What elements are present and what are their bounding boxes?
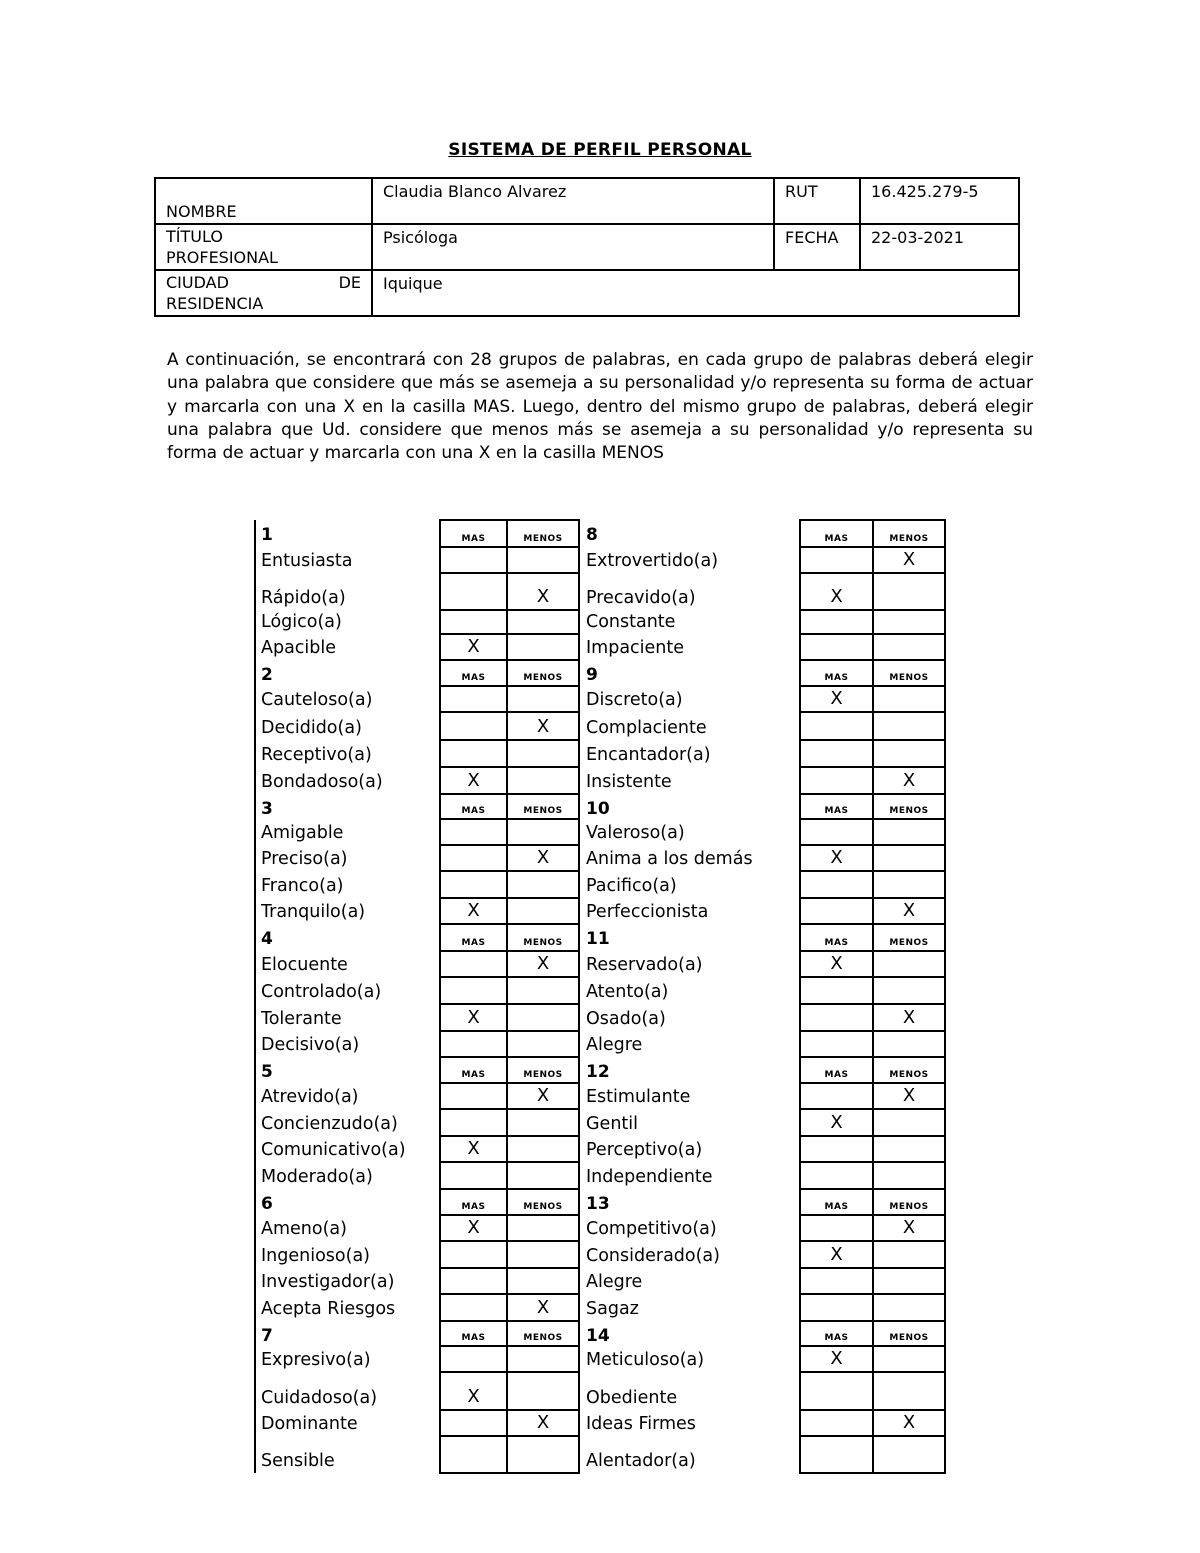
word-label: Perceptivo(a) <box>586 1140 703 1160</box>
mas-header: MAS <box>824 1070 849 1080</box>
mas-header: MAS <box>461 673 486 683</box>
table-border <box>439 1345 580 1347</box>
word-label: Extrovertido(a) <box>586 551 719 571</box>
group-number: 4 <box>261 929 273 949</box>
menos-checkbox[interactable]: X <box>536 716 550 737</box>
mas-checkbox[interactable]: X <box>830 847 843 868</box>
word-label: Franco(a) <box>261 876 344 896</box>
word-label: Alentador(a) <box>586 1451 696 1471</box>
table-border <box>439 1003 580 1005</box>
word-label: Moderado(a) <box>261 1167 373 1187</box>
mas-checkbox[interactable]: X <box>467 1217 480 1238</box>
word-label: Pacifico(a) <box>586 876 677 896</box>
nombre-label: NOMBRE <box>155 178 372 224</box>
word-label: Receptivo(a) <box>261 745 372 765</box>
mas-checkbox[interactable]: X <box>467 770 480 791</box>
table-border <box>439 659 580 661</box>
group-number: 3 <box>261 799 273 819</box>
table-border <box>799 546 946 548</box>
ciudad-label-line1: CIUDAD <box>166 273 229 292</box>
menos-header: MENOS <box>889 534 929 544</box>
group-number: 13 <box>586 1194 610 1214</box>
menos-checkbox[interactable]: X <box>536 847 550 868</box>
table-border <box>799 818 946 820</box>
word-label: Expresivo(a) <box>261 1350 371 1370</box>
group-number: 6 <box>261 1194 273 1214</box>
table-border <box>439 793 580 795</box>
word-label: Encantador(a) <box>586 745 711 765</box>
personal-info-table <box>154 177 1020 317</box>
word-label: Alegre <box>586 1272 643 1292</box>
word-label: Estimulante <box>586 1087 691 1107</box>
word-label: Comunicativo(a) <box>261 1140 406 1160</box>
mas-header: MAS <box>461 1070 486 1080</box>
menos-header: MENOS <box>523 806 563 816</box>
table-border <box>799 1188 946 1190</box>
table-border <box>799 685 946 687</box>
mas-checkbox[interactable]: X <box>467 900 480 921</box>
table-border <box>439 1056 580 1058</box>
mas-checkbox[interactable]: X <box>830 1244 843 1265</box>
menos-checkbox[interactable]: X <box>902 770 916 791</box>
table-border <box>799 1056 946 1058</box>
page-title: SISTEMA DE PERFIL PERSONAL <box>448 140 752 160</box>
word-label: Independiente <box>586 1167 713 1187</box>
word-label: Investigador(a) <box>261 1272 395 1292</box>
word-label: Elocuente <box>261 955 348 975</box>
table-border <box>439 572 580 574</box>
menos-header: MENOS <box>889 938 929 948</box>
word-label: Reservado(a) <box>586 955 703 975</box>
fecha-label: FECHA <box>774 224 860 270</box>
word-label: Entusiasta <box>261 551 353 571</box>
table-border <box>799 923 946 925</box>
table-border <box>799 950 946 952</box>
menos-header: MENOS <box>889 673 929 683</box>
word-label: Competitivo(a) <box>586 1219 717 1239</box>
table-border <box>439 923 580 925</box>
word-label: Valeroso(a) <box>586 823 685 843</box>
table-border <box>578 519 580 1474</box>
table-border <box>439 711 580 713</box>
word-label: Ingenioso(a) <box>261 1246 370 1266</box>
table-border <box>799 1409 946 1411</box>
table-border <box>799 519 946 521</box>
table-border <box>439 870 580 872</box>
table-border <box>439 1214 580 1216</box>
mas-header: MAS <box>461 938 486 948</box>
mas-checkbox[interactable]: X <box>467 636 480 657</box>
table-border <box>439 844 580 846</box>
word-label: Discreto(a) <box>586 690 683 710</box>
nombre-value: Claudia Blanco Alvarez <box>372 178 774 224</box>
menos-header: MENOS <box>889 1202 929 1212</box>
menos-header: MENOS <box>889 1070 929 1080</box>
table-border <box>506 519 508 1474</box>
table-border <box>799 1003 946 1005</box>
mas-header: MAS <box>461 806 486 816</box>
table-border <box>799 1345 946 1347</box>
mas-checkbox[interactable]: X <box>830 688 843 709</box>
table-border <box>439 609 580 611</box>
group-number: 1 <box>261 525 273 545</box>
table-border <box>799 897 946 899</box>
word-label: Concienzudo(a) <box>261 1114 398 1134</box>
menos-header: MENOS <box>523 1070 563 1080</box>
table-border <box>439 519 441 1474</box>
table-border <box>799 1030 946 1032</box>
mas-checkbox[interactable]: X <box>830 1112 843 1133</box>
table-border <box>799 609 946 611</box>
table-border <box>799 633 946 635</box>
rut-label: RUT <box>774 178 860 224</box>
menos-header: MENOS <box>889 1333 929 1343</box>
menos-checkbox[interactable]: X <box>536 586 550 607</box>
table-border <box>439 1082 580 1084</box>
group-number: 7 <box>261 1326 273 1346</box>
mas-header: MAS <box>461 534 486 544</box>
table-border <box>439 818 580 820</box>
table-border <box>944 519 946 1474</box>
menos-checkbox[interactable]: X <box>536 1297 550 1318</box>
table-border <box>799 766 946 768</box>
word-label: Perfeccionista <box>586 902 709 922</box>
word-label: Sensible <box>261 1451 335 1471</box>
table-border <box>799 519 801 1474</box>
table-border <box>439 1293 580 1295</box>
word-label: Obediente <box>586 1388 678 1408</box>
table-border <box>439 1371 580 1373</box>
table-border <box>799 1082 946 1084</box>
word-label: Anima a los demás <box>586 849 753 869</box>
word-label: Lógico(a) <box>261 612 342 632</box>
table-border <box>439 1267 580 1269</box>
word-label: Complaciente <box>586 718 707 738</box>
menos-header: MENOS <box>523 673 563 683</box>
table-border <box>799 1108 946 1110</box>
group-number: 8 <box>586 525 598 545</box>
word-label: Cuidadoso(a) <box>261 1388 378 1408</box>
menos-checkbox[interactable]: X <box>902 1217 916 1238</box>
word-label: Considerado(a) <box>586 1246 720 1266</box>
table-border <box>799 1240 946 1242</box>
table-border <box>439 897 580 899</box>
word-label: Controlado(a) <box>261 982 382 1002</box>
group-number: 10 <box>586 799 610 819</box>
table-border <box>439 685 580 687</box>
menos-checkbox[interactable]: X <box>536 1085 550 1106</box>
table-border <box>439 766 580 768</box>
table-border <box>439 633 580 635</box>
menos-checkbox[interactable]: X <box>902 1412 916 1433</box>
group-number: 5 <box>261 1062 273 1082</box>
table-border <box>439 739 580 741</box>
menos-header: MENOS <box>523 1202 563 1212</box>
instructions-paragraph: A continuación, se encontrará con 28 grupos de palabras, en cada grupo de palabras deberá elegir una palabra que considere que más se asemeja a su personalidad y/o representa su forma de actuar y marcarla con una X en la casilla MAS. Luego, dentro del mismo grupo de palabras, deberá elegir una palabra que Ud. considere que menos más se asemeja a su personalidad y/o representa su forma de actuar y marcarla con una X en la casilla MENOS <box>167 350 1033 464</box>
word-label: Gentil <box>586 1114 639 1134</box>
word-label: Insistente <box>586 772 672 792</box>
menos-header: MENOS <box>523 1333 563 1343</box>
word-label: Ideas Firmes <box>586 1414 696 1434</box>
word-label: Amigable <box>261 823 344 843</box>
ciudad-label <box>155 270 372 316</box>
table-border <box>799 659 946 661</box>
table-border <box>799 739 946 741</box>
mas-header: MAS <box>824 1333 849 1343</box>
table-border <box>439 1135 580 1137</box>
table-border <box>439 1188 580 1190</box>
group-number: 2 <box>261 665 273 685</box>
word-label: Bondadoso(a) <box>261 772 383 792</box>
word-label: Cauteloso(a) <box>261 690 373 710</box>
menos-checkbox[interactable]: X <box>902 1085 916 1106</box>
rut-value: 16.425.279-5 <box>860 178 1019 224</box>
word-label: Atento(a) <box>586 982 669 1002</box>
mas-checkbox[interactable]: X <box>830 953 843 974</box>
table-border <box>799 1320 946 1322</box>
table-border <box>799 844 946 846</box>
mas-header: MAS <box>824 534 849 544</box>
table-border <box>799 1214 946 1216</box>
table-border <box>799 1472 946 1474</box>
word-label: Decisivo(a) <box>261 1035 360 1055</box>
word-label: Decidido(a) <box>261 718 362 738</box>
word-label: Ameno(a) <box>261 1219 347 1239</box>
table-border <box>439 1108 580 1110</box>
ciudad-label-de: DE <box>338 273 361 292</box>
mas-checkbox[interactable]: X <box>830 1348 843 1369</box>
word-label: Atrevido(a) <box>261 1087 359 1107</box>
menos-checkbox[interactable]: X <box>902 549 916 570</box>
mas-checkbox[interactable]: X <box>467 1138 480 1159</box>
table-border <box>439 950 580 952</box>
table-border <box>799 976 946 978</box>
menos-checkbox[interactable]: X <box>902 1007 916 1028</box>
titulo-label <box>155 224 372 270</box>
group-number: 12 <box>586 1062 610 1082</box>
group-number: 14 <box>586 1326 610 1346</box>
menos-header: MENOS <box>523 534 563 544</box>
word-label: Alegre <box>586 1035 643 1055</box>
table-border <box>799 1135 946 1137</box>
table-border <box>799 711 946 713</box>
word-label: Sagaz <box>586 1299 639 1319</box>
menos-checkbox[interactable]: X <box>536 1412 550 1433</box>
table-border <box>799 1161 946 1163</box>
table-border <box>799 1293 946 1295</box>
titulo-value: Psicóloga <box>372 224 774 270</box>
word-label: Apacible <box>261 638 337 658</box>
mas-header: MAS <box>461 1333 486 1343</box>
mas-header: MAS <box>461 1202 486 1212</box>
table-border <box>439 976 580 978</box>
ciudad-label-line2: RESIDENCIA <box>166 294 264 313</box>
group-number: 9 <box>586 665 598 685</box>
table-border <box>799 870 946 872</box>
word-label: Constante <box>586 612 676 632</box>
table-border <box>872 519 874 1474</box>
table-border <box>799 1267 946 1269</box>
word-label: Dominante <box>261 1414 358 1434</box>
mas-header: MAS <box>824 673 849 683</box>
word-label: Osado(a) <box>586 1009 666 1029</box>
word-label: Meticuloso(a) <box>586 1350 705 1370</box>
table-border <box>439 1030 580 1032</box>
ciudad-value: Iquique <box>372 270 1019 316</box>
mas-checkbox[interactable]: X <box>467 1386 480 1407</box>
menos-header: MENOS <box>889 806 929 816</box>
table-border <box>439 519 580 521</box>
mas-checkbox[interactable]: X <box>467 1007 480 1028</box>
table-border <box>439 1240 580 1242</box>
word-label: Rápido(a) <box>261 588 346 608</box>
mas-header: MAS <box>824 938 849 948</box>
left-margin-line <box>254 520 256 1473</box>
word-label: Impaciente <box>586 638 685 658</box>
fecha-value: 22-03-2021 <box>860 224 1019 270</box>
word-label: Tranquilo(a) <box>261 902 366 922</box>
word-label: Precavido(a) <box>586 588 696 608</box>
menos-checkbox[interactable]: X <box>902 900 916 921</box>
mas-checkbox[interactable]: X <box>830 586 843 607</box>
menos-checkbox[interactable]: X <box>536 953 550 974</box>
table-border <box>799 572 946 574</box>
table-border <box>799 1371 946 1373</box>
menos-header: MENOS <box>523 938 563 948</box>
word-label: Acepta Riesgos <box>261 1299 396 1319</box>
word-label: Preciso(a) <box>261 849 348 869</box>
word-label: Tolerante <box>261 1009 342 1029</box>
table-border <box>799 793 946 795</box>
table-border <box>439 546 580 548</box>
table-border <box>439 1435 580 1437</box>
table-border <box>439 1320 580 1322</box>
table-border <box>439 1472 580 1474</box>
mas-header: MAS <box>824 806 849 816</box>
mas-header: MAS <box>824 1202 849 1212</box>
table-border <box>439 1409 580 1411</box>
titulo-label-line1: TÍTULO <box>166 227 223 246</box>
table-border <box>799 1435 946 1437</box>
titulo-label-line2: PROFESIONAL <box>166 248 278 267</box>
group-number: 11 <box>586 929 610 949</box>
table-border <box>439 1161 580 1163</box>
